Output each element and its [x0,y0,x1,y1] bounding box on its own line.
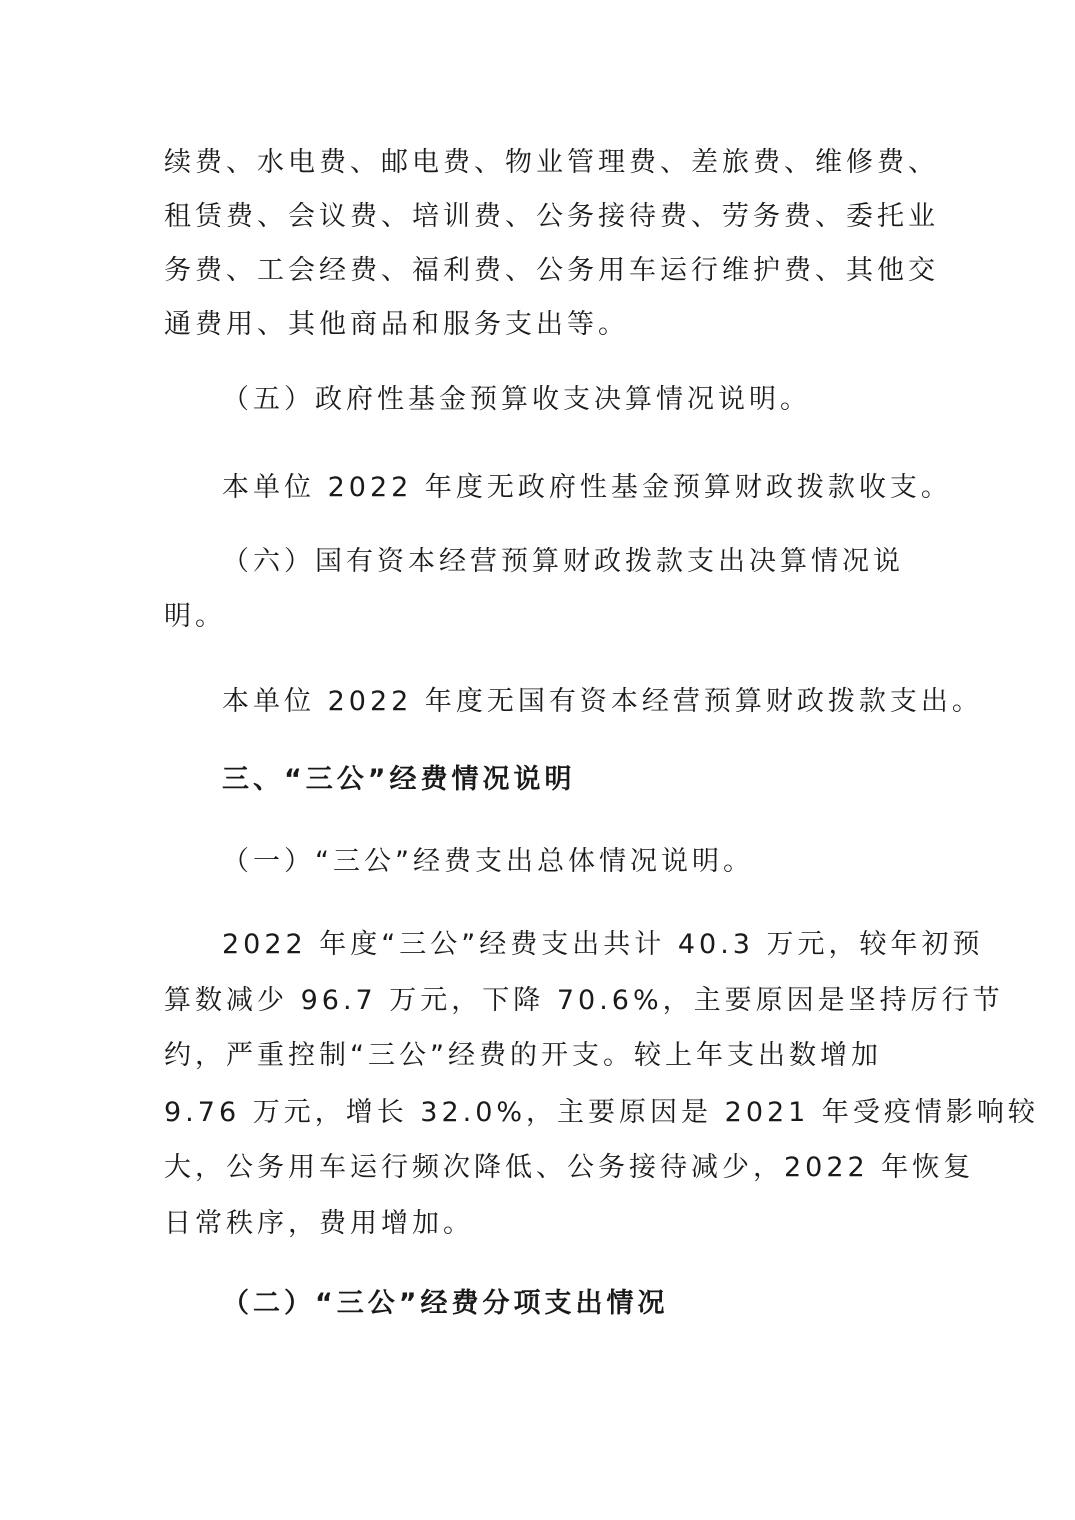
chapter-heading-3: 三、“三公”经费情况说明 [222,764,576,795]
paragraph-line: 本单位 2022 年度无政府性基金预算财政拨款收支。 [222,472,952,503]
section-heading-6-cont: 明。 [164,601,226,632]
paragraph-line: 租赁费、会议费、培训费、公务接待费、劳务费、委托业 [164,201,939,232]
paragraph-line: 2022 年度“三公”经费支出共计 40.3 万元，较年初预 [222,929,984,960]
paragraph-line: 通费用、其他商品和服务支出等。 [164,309,629,340]
section-heading-6: （六）国有资本经营预算财政拨款支出决算情况说 [222,546,904,577]
paragraph-line: 务费、工会经费、福利费、公务用车运行维护费、其他交 [164,255,939,286]
paragraph-line: 日常秩序，费用增加。 [164,1208,474,1239]
section-heading-1: （一）“三公”经费支出总体情况说明。 [222,846,754,877]
section-heading-5: （五）政府性基金预算收支决算情况说明。 [222,384,811,415]
section-heading-2: （二）“三公”经费分项支出情况 [222,1288,669,1319]
paragraph-line: 9.76 万元，增长 32.0%，主要原因是 2021 年受疫情影响较 [164,1097,1039,1128]
paragraph-line: 大，公务用车运行频次降低、公务接待减少，2022 年恢复 [164,1152,975,1183]
paragraph-line: 本单位 2022 年度无国有资本经营预算财政拨款支出。 [222,686,983,717]
paragraph-line: 续费、水电费、邮电费、物业管理费、差旅费、维修费、 [164,147,939,178]
paragraph-line: 约，严重控制“三公”经费的开支。较上年支出数增加 [164,1040,882,1071]
paragraph-line: 算数减少 96.7 万元，下降 70.6%，主要原因是坚持厉行节 [164,985,1004,1016]
